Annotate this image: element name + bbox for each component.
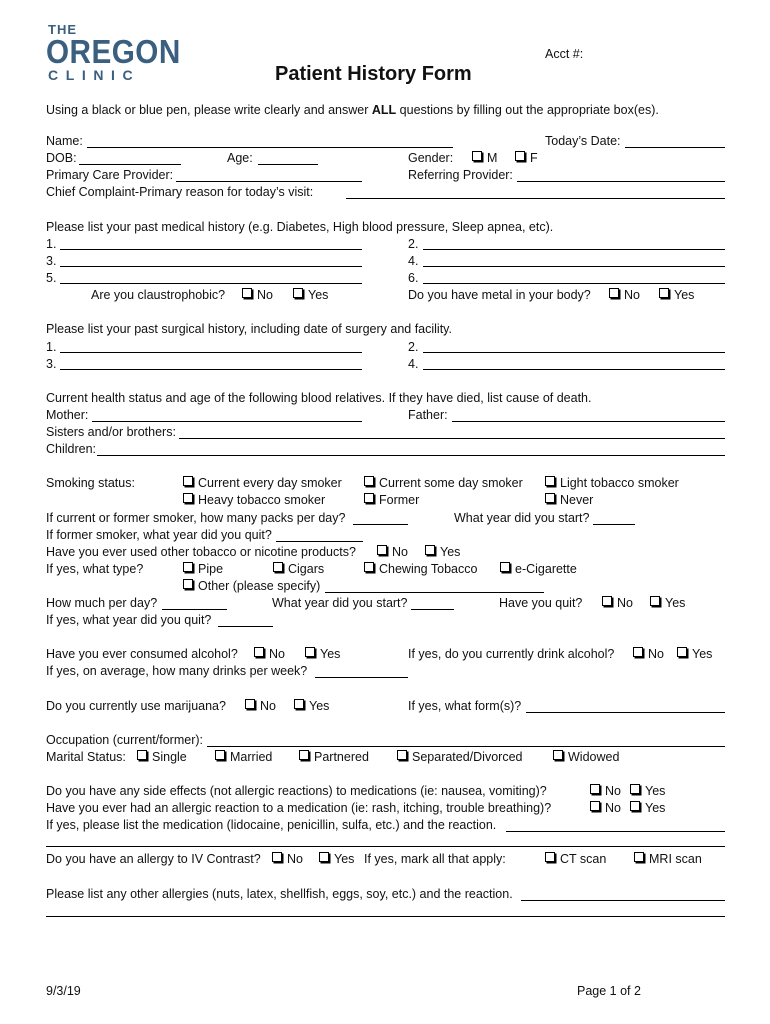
dob-label: DOB: (46, 151, 77, 165)
marijuana-form-field[interactable] (526, 712, 725, 713)
dob-field[interactable] (79, 164, 181, 165)
other-tobacco-no[interactable]: No (377, 545, 408, 560)
complaint-label: Chief Complaint-Primary reason for today’s visit: (46, 185, 314, 199)
medication-list-field-2[interactable] (46, 846, 725, 847)
family-history-prompt: Current health status and age of the following blood relatives. If they have died, list cause of death. (46, 391, 592, 405)
checkbox-icon (377, 545, 387, 555)
surgical-item-number: 4. (408, 357, 419, 371)
iv-contrast-mark-label: If yes, mark all that apply: (364, 852, 506, 866)
checkbox-icon (364, 493, 374, 503)
alcohol-current-no[interactable]: No (633, 647, 664, 662)
page-title: Patient History Form (275, 63, 472, 85)
checkbox-icon (254, 647, 264, 657)
checkbox-icon (183, 476, 193, 486)
iv-contrast-yes[interactable]: Yes (319, 852, 354, 867)
checkbox-icon (633, 647, 643, 657)
footer-date: 9/3/19 (46, 984, 81, 998)
side-effects-no[interactable]: No (590, 784, 621, 799)
age-label: Age: (227, 151, 253, 165)
checkbox-icon (545, 852, 555, 862)
marijuana-yes[interactable]: Yes (294, 699, 329, 714)
surgical-field-3[interactable] (60, 369, 362, 370)
marijuana-no[interactable]: No (245, 699, 276, 714)
checkbox-icon (590, 801, 600, 811)
checkbox-icon (137, 750, 147, 760)
referring-field[interactable] (517, 181, 725, 182)
checkbox-icon (215, 750, 225, 760)
siblings-field[interactable] (179, 438, 725, 439)
side-effects-yes[interactable]: Yes (630, 784, 665, 799)
checkbox-icon (397, 750, 407, 760)
mother-label: Mother: (46, 408, 89, 422)
checkbox-icon (273, 562, 283, 572)
gender-male-option[interactable]: M (472, 151, 497, 166)
children-field[interactable] (97, 455, 725, 456)
pcp-field[interactable] (176, 181, 362, 182)
acct-label: Acct #: (545, 47, 584, 61)
tobacco-chewing[interactable]: Chewing Tobacco (364, 562, 477, 577)
medical-item-number: 3. (46, 254, 57, 268)
allergic-reaction-yes[interactable]: Yes (630, 801, 665, 816)
allergic-reaction-no[interactable]: No (590, 801, 621, 816)
checkbox-icon (425, 545, 435, 555)
checkbox-icon (609, 288, 619, 298)
drinks-per-week-label: If yes, on average, how many drinks per week? (46, 664, 308, 678)
how-much-label: How much per day? (46, 596, 158, 610)
age-field[interactable] (258, 164, 318, 165)
metal-yes[interactable]: Yes (659, 288, 694, 303)
medical-field-4[interactable] (423, 266, 725, 267)
medical-field-2[interactable] (423, 249, 725, 250)
alcohol-ever-no[interactable]: No (254, 647, 285, 662)
other-allergies-field[interactable] (521, 900, 725, 901)
iv-contrast-label: Do you have an allergy to IV Contrast? (46, 852, 261, 866)
checkbox-icon (677, 647, 687, 657)
surgical-field-4[interactable] (423, 369, 725, 370)
smoking-never[interactable]: Never (545, 493, 593, 508)
checkbox-icon (364, 476, 374, 486)
complaint-field[interactable] (346, 198, 725, 199)
surgical-field-2[interactable] (423, 352, 725, 353)
medical-history-prompt: Please list your past medical history (e.g. Diabetes, High blood pressure, Sleep apnea, etc). (46, 220, 554, 234)
checkbox-icon (272, 852, 282, 862)
checkbox-icon (299, 750, 309, 760)
alcohol-current-yes[interactable]: Yes (677, 647, 712, 662)
checkbox-icon (242, 288, 252, 298)
checkbox-icon (630, 801, 640, 811)
tobacco-other[interactable]: Other (please specify) (183, 579, 320, 594)
medical-item-number: 1. (46, 237, 57, 251)
medication-list-field[interactable] (506, 831, 725, 832)
logo-the: THE (48, 22, 77, 37)
checkbox-icon (305, 647, 315, 657)
tobacco-start-field[interactable] (411, 609, 454, 610)
medical-item-number: 5. (46, 271, 57, 285)
metal-no[interactable]: No (609, 288, 640, 303)
packs-per-day-label: If current or former smoker, how many packs per day? (46, 511, 346, 525)
tobacco-cigars[interactable]: Cigars (273, 562, 324, 577)
quit-yes[interactable]: Yes (650, 596, 685, 611)
today-date-field[interactable] (625, 147, 725, 148)
tobacco-start-label: What year did you start? (272, 596, 408, 610)
marital-partnered[interactable]: Partnered (299, 750, 369, 765)
allergic-reaction-label: Have you ever had an allergic reaction to a medication (ie: rash, itching, trouble breathing)? (46, 801, 552, 815)
checkbox-icon (545, 493, 555, 503)
alcohol-current-label: If yes, do you currently drink alcohol? (408, 647, 615, 661)
surgical-item-number: 2. (408, 340, 419, 354)
smoking-start-field[interactable] (593, 524, 635, 525)
marital-married[interactable]: Married (215, 750, 272, 765)
metal-label: Do you have metal in your body? (408, 288, 591, 302)
marital-status-label: Marital Status: (46, 750, 126, 764)
smoking-quit-year-label: If former smoker, what year did you quit? (46, 528, 272, 542)
have-you-quit-label: Have you quit? (499, 596, 583, 610)
instructions: Using a black or blue pen, please write clearly and answer ALL questions by filling out the appropriate box(es). (46, 103, 659, 117)
packs-per-day-field[interactable] (353, 524, 408, 525)
siblings-label: Sisters and/or brothers: (46, 425, 176, 439)
checkbox-icon (183, 493, 193, 503)
checkbox-icon (500, 562, 510, 572)
surgical-history-prompt: Please list your past surgical history, including date of surgery and facility. (46, 322, 452, 336)
smoking-status-label: Smoking status: (46, 476, 135, 490)
tobacco-pipe[interactable]: Pipe (183, 562, 223, 577)
how-much-field[interactable] (162, 609, 227, 610)
checkbox-icon (630, 784, 640, 794)
name-field[interactable] (87, 147, 453, 148)
claustrophobic-no[interactable]: No (242, 288, 273, 303)
medical-field-5[interactable] (60, 283, 362, 284)
mother-field[interactable] (92, 421, 362, 422)
checkbox-icon (553, 750, 563, 760)
today-date-label: Today’s Date: (545, 134, 621, 148)
father-label: Father: (408, 408, 448, 422)
checkbox-icon (634, 852, 644, 862)
medical-field-6[interactable] (423, 283, 725, 284)
side-effects-label: Do you have any side effects (not allergic reactions) to medications (ie: nausea, vomiting)? (46, 784, 547, 798)
checkbox-icon (293, 288, 303, 298)
checkbox-icon (183, 562, 193, 572)
smoking-light[interactable]: Light tobacco smoker (545, 476, 679, 491)
marital-separated[interactable]: Separated/Divorced (397, 750, 522, 765)
checkbox-icon (590, 784, 600, 794)
other-allergies-label: Please list any other allergies (nuts, latex, shellfish, eggs, soy, etc.) and the reaction. (46, 887, 513, 901)
other-allergies-field-2[interactable] (46, 916, 725, 917)
gender-label: Gender: (408, 151, 454, 165)
medical-item-number: 4. (408, 254, 419, 268)
occupation-field[interactable] (207, 746, 725, 747)
checkbox-icon (245, 699, 255, 709)
medical-field-1[interactable] (60, 249, 362, 250)
occupation-label: Occupation (current/former): (46, 733, 203, 747)
medical-item-number: 6. (408, 271, 419, 285)
checkbox-icon (319, 852, 329, 862)
checkbox-icon (659, 288, 669, 298)
alcohol-ever-label: Have you ever consumed alcohol? (46, 647, 238, 661)
other-tobacco-yes[interactable]: Yes (425, 545, 460, 560)
checkbox-icon (545, 476, 555, 486)
checkbox-icon (650, 596, 660, 606)
referring-label: Referring Provider: (408, 168, 513, 182)
tobacco-quit-year-label: If yes, what year did you quit? (46, 613, 212, 627)
tobacco-other-field[interactable] (325, 592, 544, 593)
iv-contrast-mri[interactable]: MRI scan (634, 852, 702, 867)
smoking-current-some-day[interactable]: Current some day smoker (364, 476, 523, 491)
marital-single[interactable]: Single (137, 750, 187, 765)
drinks-per-week-field[interactable] (315, 677, 408, 678)
father-field[interactable] (452, 421, 725, 422)
smoking-former[interactable]: Former (364, 493, 419, 508)
logo-clinic: CLINIC (48, 67, 141, 83)
alcohol-ever-yes[interactable]: Yes (305, 647, 340, 662)
logo-oregon: OREGON (46, 33, 181, 70)
smoking-start-label: What year did you start? (454, 511, 590, 525)
claustrophobic-yes[interactable]: Yes (293, 288, 328, 303)
other-tobacco-label: Have you ever used other tobacco or nicotine products? (46, 545, 356, 559)
smoking-heavy[interactable]: Heavy tobacco smoker (183, 493, 325, 508)
checkbox-icon (472, 151, 482, 161)
pcp-label: Primary Care Provider: (46, 168, 174, 182)
smoking-current-every-day[interactable]: Current every day smoker (183, 476, 342, 491)
gender-female-option[interactable]: F (515, 151, 538, 166)
checkbox-icon (183, 579, 193, 589)
marijuana-label: Do you currently use marijuana? (46, 699, 226, 713)
name-label: Name: (46, 134, 83, 148)
medical-field-3[interactable] (60, 266, 362, 267)
marijuana-form-label: If yes, what form(s)? (408, 699, 522, 713)
checkbox-icon (294, 699, 304, 709)
checkbox-icon (364, 562, 374, 572)
iv-contrast-no[interactable]: No (272, 852, 303, 867)
page-number: Page 1 of 2 (577, 984, 641, 998)
iv-contrast-ct[interactable]: CT scan (545, 852, 606, 867)
checkbox-icon (515, 151, 525, 161)
tobacco-quit-year-field[interactable] (218, 626, 273, 627)
surgical-field-1[interactable] (60, 352, 362, 353)
medical-item-number: 2. (408, 237, 419, 251)
quit-no[interactable]: No (602, 596, 633, 611)
surgical-item-number: 1. (46, 340, 57, 354)
smoking-quit-year-field[interactable] (276, 541, 363, 542)
tobacco-ecigarette[interactable]: e-Cigarette (500, 562, 577, 577)
surgical-item-number: 3. (46, 357, 57, 371)
claustrophobic-label: Are you claustrophobic? (91, 288, 226, 302)
tobacco-type-label: If yes, what type? (46, 562, 144, 576)
checkbox-icon (602, 596, 612, 606)
marital-widowed[interactable]: Widowed (553, 750, 619, 765)
children-label: Children: (46, 442, 97, 456)
medication-list-label: If yes, please list the medication (lidocaine, penicillin, sulfa, etc.) and the reaction. (46, 818, 497, 832)
